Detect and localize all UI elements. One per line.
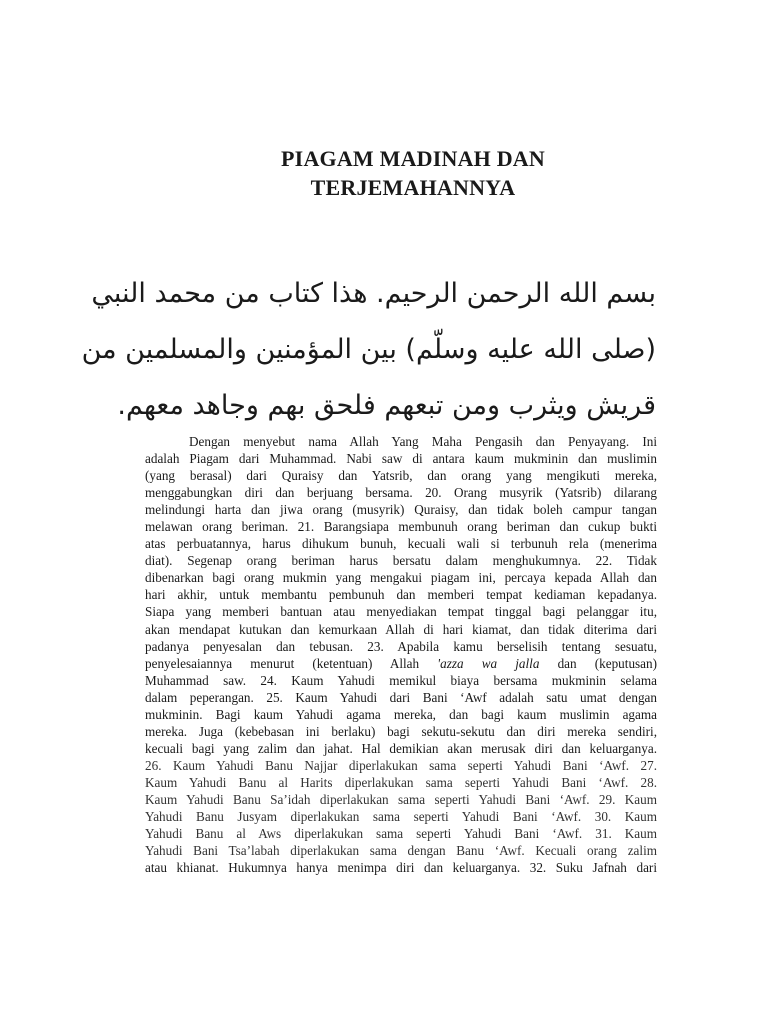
translation-body — [145, 433, 657, 876]
body-line: adalah Piagam dari Muhammad. Nabi saw di antara kaum mukminin dan muslimin — [145, 451, 657, 467]
arabic-line-3: قريش ويثرب ومن تبعهم فلحق بهم وجاهد معهم. — [117, 390, 656, 421]
document-title — [0, 144, 768, 202]
arabic-line-1: بسم الله الرحمن الرحيم. هذا كتاب من محمد النبي — [91, 278, 656, 309]
body-line: Dengan menyebut nama Allah Yang Maha Pengasih dan Penyayang. Ini — [189, 434, 657, 449]
body-line: Kaum Yahudi Banu al Harits diperlakukan sama seperti Yahudi Bani ‘Awf. 28. — [145, 774, 657, 790]
body-line: padanya penyesalan dan tebusan. 23. Apabila kamu berselisih tentang sesuatu, — [145, 638, 657, 654]
arabic-passage — [81, 266, 656, 434]
body-line: melawan orang beriman. 21. Barangsiapa membunuh orang beriman dan cukup bukti — [145, 519, 657, 535]
body-line: mereka. Juga (kebebasan ini berlaku) bagi sekutu-sekutu dan diri mereka sendiri, — [145, 723, 657, 739]
arabic-line-2: (صلى الله عليه وسلّم) بين المؤمنين والمسلمين من — [81, 334, 656, 365]
title-line-1: PIAGAM MADINAH DAN — [281, 146, 545, 171]
body-line: Yahudi Bani Tsa’labah diperlakukan sama dengan Banu ‘Awf. Kecuali orang zalim — [145, 843, 657, 859]
body-line: menggabungkan diri dan berjuang bersama. 20. Orang musyrik (Yatsrib) dilarang — [145, 485, 657, 501]
body-line: (yang berasal) dari Quraisy dan Yatsrib, dan orang yang mengikuti mereka, — [145, 468, 657, 484]
body-line: Kaum Yahudi Banu Sa’idah diperlakukan sama seperti Yahudi Bani ‘Awf. 29. Kaum — [145, 791, 657, 807]
italic-phrase: 'azza wa jalla — [437, 655, 540, 671]
body-line: Yahudi Banu al Aws diperlakukan sama seperti Yahudi Bani ‘Awf. 31. Kaum — [145, 826, 657, 842]
body-line: atas perbuatannya, harus dihukum bunuh, kecuali wali si terbunuh rela (menerima — [145, 536, 657, 552]
body-text-segment: penyelesaiannya menurut (ketentuan) Allah — [145, 655, 438, 671]
body-line: akan mendapat kutukan dan kemurkaan Allah di hari kiamat, dan tidak diterima dari — [145, 621, 657, 637]
title-line-2: TERJEMAHANNYA — [310, 175, 516, 200]
body-line: 26. Kaum Yahudi Banu Najjar diperlakukan sama seperti Yahudi Bani ‘Awf. 27. — [145, 757, 657, 773]
body-line: dibenarkan bagi orang mukmin yang mengakui piagam ini, percaya kepada Allah dan — [145, 570, 657, 586]
body-line: dalam peperangan. 25. Kaum Yahudi dari Bani ‘Awf adalah satu umat dengan — [145, 689, 657, 705]
body-line: diat). Segenap orang beriman harus bersatu dalam menghukumnya. 22. Tidak — [145, 553, 657, 569]
body-line-with-italic — [145, 655, 657, 672]
body-line: Yahudi Banu Jusyam diperlakukan sama seperti Yahudi Bani ‘Awf. 30. Kaum — [145, 809, 657, 825]
body-line: kecuali bagi yang zalim dan jahat. Hal demikian akan merusak diri dan keluarganya. — [145, 740, 657, 756]
body-line: atau khianat. Hukumnya hanya menimpa diri dan keluarganya. 32. Suku Jafnah dari — [145, 860, 657, 876]
body-line: hari akhir, untuk membantu pembunuh dan memberi tempat kediaman kepadanya. — [145, 587, 657, 603]
body-line: Muhammad saw. 24. Kaum Yahudi memikul biaya bersama mukminin selama — [145, 672, 657, 688]
body-line: mukminin. Bagi kaum Yahudi agama mereka, dan bagi kaum muslimin agama — [145, 706, 657, 722]
body-line: Siapa yang memberi bantuan atau menyediakan tempat tinggal bagi pelanggar itu, — [145, 604, 657, 620]
body-line: melindungi harta dan jiwa orang (musyrik) Quraisy, dan tidak boleh campur tangan — [145, 502, 657, 518]
body-text-segment: dan (keputusan) — [539, 655, 658, 671]
